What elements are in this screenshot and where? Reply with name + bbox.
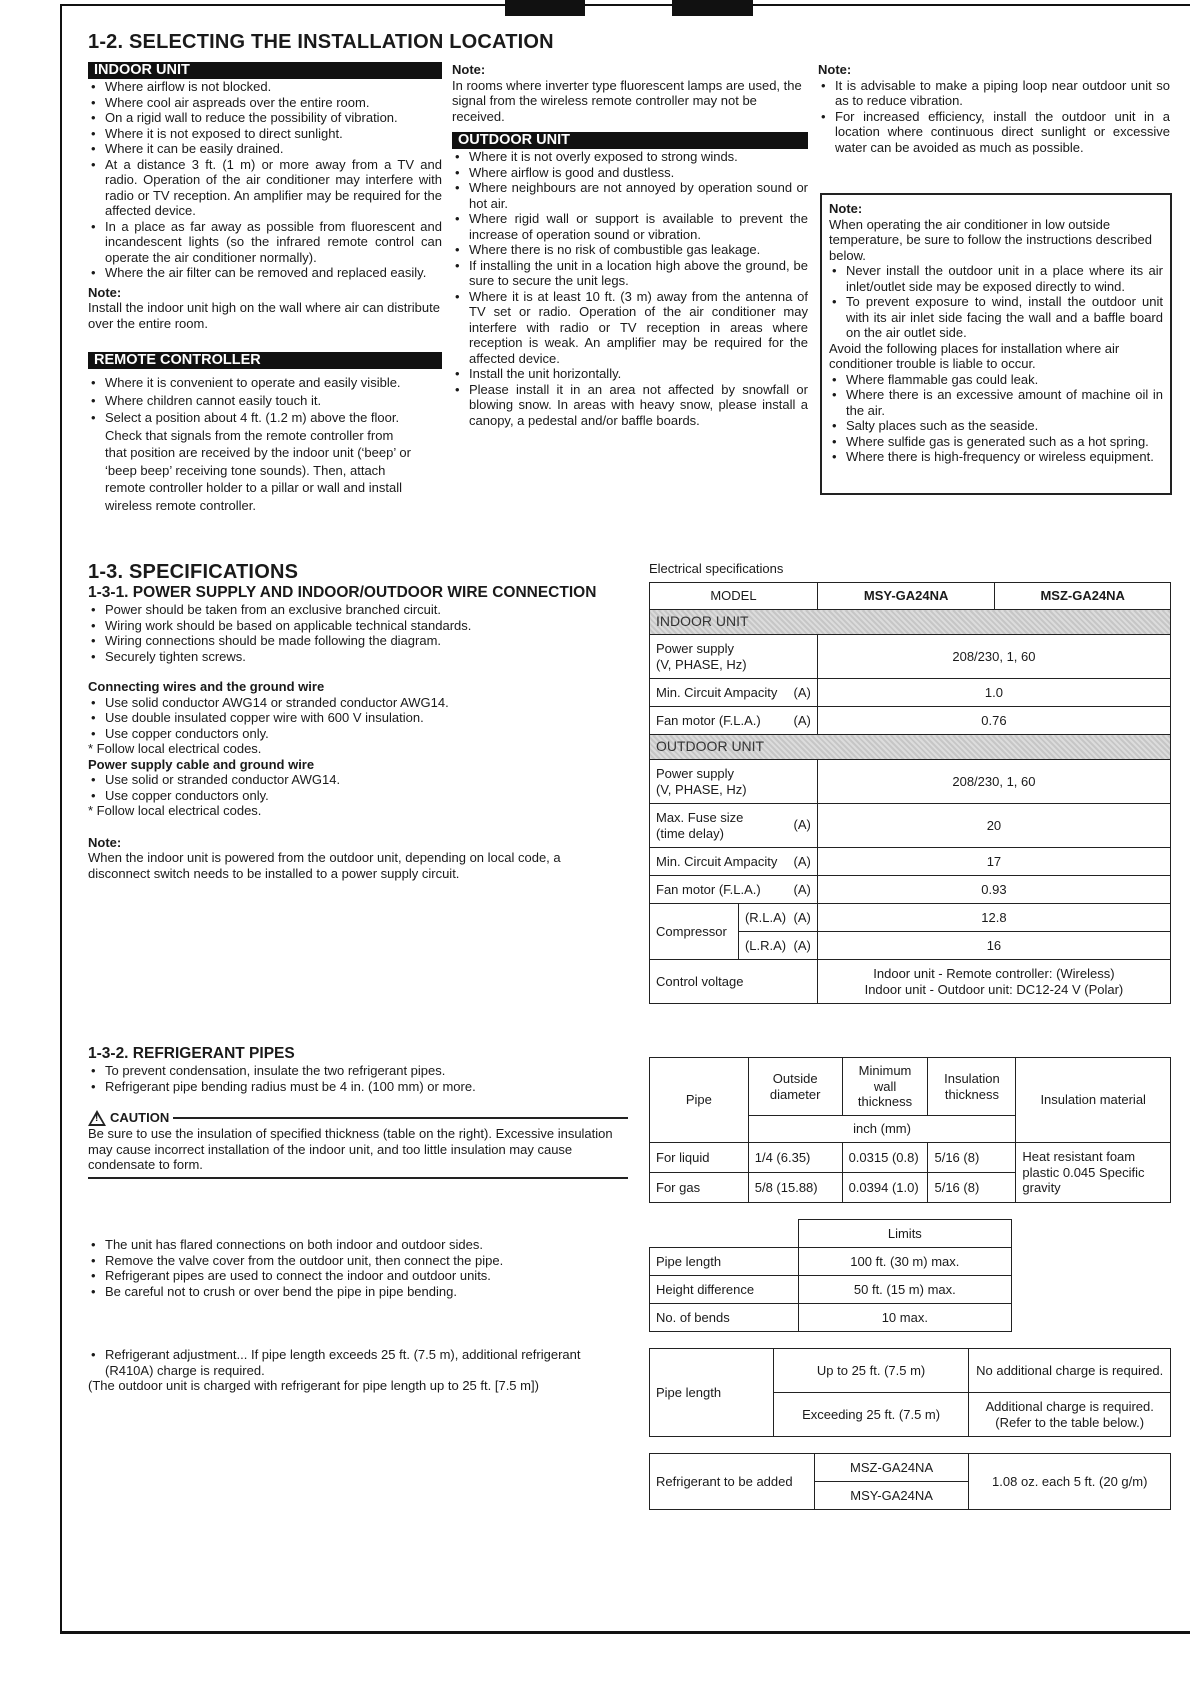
list-item: • Use solid conductor AWG14 or stranded conductor AWG14. — [88, 695, 648, 711]
table-cell: 100 ft. (30 m) max. — [798, 1248, 1011, 1276]
connecting-wires-list — [88, 695, 648, 742]
warning-icon — [88, 1110, 106, 1126]
model-header: MODEL — [650, 583, 818, 610]
list-item: • At a distance 3 ft. (1 m) or more away from a TV and radio. Operation of the air conditioner may interfere with radio or TV reception. An amplifier may be required for the affected device. — [88, 157, 442, 219]
right-note-label: Note: — [818, 62, 852, 77]
refrigerant-adjustment-list — [88, 1347, 632, 1378]
indoor-unit-list — [88, 79, 442, 281]
table-cell: Control voltage — [650, 960, 818, 1004]
cell-value: Indoor unit - Remote controller: (Wireless) — [873, 966, 1115, 981]
list-item: • Refrigerant pipes are used to connect the indoor and outdoor units. — [88, 1268, 628, 1284]
cell-unit: (A) — [793, 817, 811, 832]
cell-unit: (A) — [793, 937, 811, 953]
list-item: • Where there is high-frequency or wireless equipment. — [829, 449, 1163, 465]
table-cell — [738, 932, 817, 960]
table-row — [650, 1349, 1171, 1393]
cell-label: (R.L.A) — [744, 909, 787, 925]
table-cell — [650, 760, 818, 804]
table-cell: 5/16 (8) — [928, 1173, 1016, 1203]
table-cell: Up to 25 ft. (7.5 m) — [773, 1349, 969, 1393]
list-item: • It is advisable to make a piping loop near outdoor unit so as to reduce vibration. — [818, 78, 1170, 109]
cell-label: Max. Fuse size — [656, 810, 744, 825]
indoor-unit-row: INDOOR UNIT — [650, 610, 1171, 635]
electrical-spec-caption: Electrical specifications — [649, 561, 784, 576]
cell-label: (L.R.A) — [744, 937, 787, 953]
box-note-intro: When operating the air conditioner in low outside temperature, be sure to follow the instructions described below. — [829, 216, 1153, 263]
box-note-list-1 — [829, 263, 1163, 341]
indoor-note-label: Note: — [88, 284, 122, 300]
cell-label: Power supply — [656, 641, 735, 656]
list-item: • Install the unit horizontally. — [452, 366, 808, 382]
table-cell: 0.0315 (0.8) — [842, 1143, 928, 1173]
table-cell: For liquid — [650, 1143, 749, 1173]
electrical-spec-table — [649, 582, 1171, 1004]
list-item: • Salty places such as the seaside. — [829, 418, 1163, 434]
table-row — [650, 1143, 1171, 1173]
table-cell: MSZ-GA24NA — [814, 1454, 969, 1482]
right-column — [818, 62, 1170, 155]
table-cell — [650, 679, 818, 707]
caution-block — [88, 1110, 628, 1179]
subsection-1-3-1-title: 1-3-1. POWER SUPPLY AND INDOOR/OUTDOOR WIRE CONNECTION — [88, 584, 597, 601]
table-cell — [650, 1220, 799, 1248]
list-item: • For increased efficiency, install the outdoor unit in a location where continuous direct sunlight or excessive water can be avoided as much as possible. — [818, 109, 1170, 156]
list-item: • Where neighbours are not annoyed by operation sound or hot air. — [452, 180, 808, 211]
table-row — [650, 848, 1171, 876]
list-item: • Use copper conductors only. — [88, 726, 648, 742]
list-item: • In a place as far away as possible from fluorescent and incandescent lights (so the infrared remote control can operate the air conditioner normally). — [88, 219, 442, 266]
list-item: • Refrigerant adjustment... If pipe length exceeds 25 ft. (7.5 m), additional refrigerant (R410A) charge is required. — [88, 1347, 632, 1378]
list-item: • Where airflow is good and dustless. — [452, 165, 808, 181]
table-row — [650, 610, 1171, 635]
cell-label: (time delay) — [656, 825, 724, 841]
list-item: • Use double insulated copper wire with 600 V insulation. — [88, 710, 648, 726]
table-cell: MSY-GA24NA — [814, 1482, 969, 1510]
connecting-wires-title: Connecting wires and the ground wire — [88, 679, 325, 694]
list-item: • Where airflow is not blocked. — [88, 79, 442, 95]
compressor-label: Compressor — [650, 904, 739, 960]
list-item: • If installing the unit in a location high above the ground, be sure to secure the unit legs. — [452, 258, 808, 289]
table-cell — [650, 635, 818, 679]
cell-unit: (A) — [793, 712, 811, 728]
outdoor-unit-row: OUTDOOR UNIT — [650, 735, 1171, 760]
list-item: • Where rigid wall or support is available to prevent the increase of operation sound or vibration. — [452, 211, 808, 242]
caution-text: Be sure to use the insulation of specified thickness (table on the right). Excessive insulation may cause incorrect installation of the indoor unit, and too little insulation may cause condensate to form. — [88, 1126, 628, 1179]
table-row — [650, 760, 1171, 804]
cell-label: (V, PHASE, Hz) — [656, 781, 747, 797]
refrigerant-added-table — [649, 1453, 1171, 1510]
list-item: • Wiring connections should be made following the diagram. — [88, 633, 648, 649]
top-tab-right — [672, 0, 753, 16]
outdoor-unit-heading: OUTDOOR UNIT — [452, 132, 808, 149]
section-1-3-title: 1-3. SPECIFICATIONS — [88, 561, 299, 583]
pipe-header: Pipe — [650, 1058, 749, 1143]
connecting-wires-footnote: * Follow local electrical codes. — [88, 741, 262, 756]
charge-label: Pipe length — [650, 1349, 774, 1437]
pipe-table — [649, 1057, 1171, 1203]
table-cell: 20 — [817, 804, 1170, 848]
low-temp-note-box — [820, 193, 1172, 495]
middle-column — [452, 62, 808, 428]
refrigerant-adjustment-footnote: (The outdoor unit is charged with refrigerant for pipe length up to 25 ft. [7.5 m]) — [88, 1378, 539, 1393]
list-item: • Where it is at least 10 ft. (3 m) away from the antenna of TV set or radio. Operation of the air conditioner may interfere with radio or TV reception in areas where reception is weak. An amplifier may be required for the affected device. — [452, 289, 808, 367]
table-cell: 1/4 (6.35) — [748, 1143, 842, 1173]
unit-cell: inch (mm) — [748, 1116, 1016, 1143]
table-cell: 208/230, 1, 60 — [817, 635, 1170, 679]
model-1: MSY-GA24NA — [817, 583, 995, 610]
list-item: • Where sulfide gas is generated such as a hot spring. — [829, 434, 1163, 450]
list-item: • Remove the valve cover from the outdoor unit, then connect the pipe. — [88, 1253, 628, 1269]
power-cable-title: Power supply cable and ground wire — [88, 756, 315, 772]
cell-label: Fan motor (F.L.A.) — [656, 881, 761, 897]
cell-label: Fan motor (F.L.A.) — [656, 712, 761, 728]
refrigerant-pipes-list — [88, 1063, 628, 1094]
list-item: • Where flammable gas could leak. — [829, 372, 1163, 388]
table-row — [650, 1454, 1171, 1482]
limits-table — [649, 1219, 1012, 1332]
list-item: • Where it is convenient to operate and easily visible. — [88, 374, 418, 392]
table-row — [650, 960, 1171, 1004]
power-note-text: When the indoor unit is powered from the outdoor unit, depending on local code, a disconnect switch needs to be installed to a power supply circuit. — [88, 850, 561, 881]
insulation-thickness-header: Insulation thickness — [928, 1058, 1016, 1116]
middle-note-label: Note: — [452, 62, 486, 77]
list-item: • Power should be taken from an exclusive branched circuit. — [88, 602, 648, 618]
table-row — [650, 583, 1171, 610]
power-note-label: Note: — [88, 834, 122, 850]
table-cell: 5/16 (8) — [928, 1143, 1016, 1173]
list-item: • Where it is not overly exposed to strong winds. — [452, 149, 808, 165]
list-item: • Where children cannot easily touch it. — [88, 392, 418, 410]
table-row — [650, 679, 1171, 707]
table-cell: 5/8 (15.88) — [748, 1173, 842, 1203]
box-note-list-2 — [829, 372, 1163, 465]
table-cell: Height difference — [650, 1276, 799, 1304]
table-cell: 12.8 — [817, 904, 1170, 932]
list-item: • Where it can be easily drained. — [88, 141, 442, 157]
flare-connection-list — [88, 1237, 628, 1299]
box-note-mid: Avoid the following places for installation where air conditioner trouble is liable to occur. — [829, 340, 1120, 371]
outdoor-unit-list — [452, 149, 808, 428]
table-cell: No additional charge is required. — [969, 1349, 1171, 1393]
cell-label: Min. Circuit Ampacity — [656, 853, 778, 869]
material-cell: Heat resistant foam plastic 0.045 Specific gravity — [1016, 1143, 1171, 1203]
table-cell: Exceeding 25 ft. (7.5 m) — [773, 1393, 969, 1437]
table-cell: Pipe length — [650, 1248, 799, 1276]
power-cable-list — [88, 772, 648, 803]
table-cell — [650, 707, 818, 735]
table-row — [650, 804, 1171, 848]
table-cell: 0.0394 (1.0) — [842, 1173, 928, 1203]
refrigerant-adjustment-block — [88, 1347, 632, 1394]
cell-value: Indoor unit - Outdoor unit: DC12-24 V (Polar) — [864, 981, 1124, 997]
table-cell: 0.93 — [817, 876, 1170, 904]
flare-connection-block — [88, 1237, 628, 1299]
cell-label: (V, PHASE, Hz) — [656, 656, 747, 672]
indoor-unit-block — [88, 62, 442, 331]
list-item: • Use solid or stranded conductor AWG14. — [88, 772, 648, 788]
table-row — [650, 1304, 1012, 1332]
table-row — [650, 1248, 1012, 1276]
table-cell: 50 ft. (15 m) max. — [798, 1276, 1011, 1304]
table-row — [650, 707, 1171, 735]
table-row — [650, 735, 1171, 760]
insulation-material-header: Insulation material — [1016, 1058, 1171, 1143]
table-cell: Additional charge is required. (Refer to the table below.) — [969, 1393, 1171, 1437]
section-1-2-title: 1-2. SELECTING THE INSTALLATION LOCATION — [88, 31, 554, 53]
refrigerant-pipes-block — [88, 1045, 628, 1094]
top-tab-left — [505, 0, 585, 16]
list-item: • Wiring work should be based on applicable technical standards. — [88, 618, 648, 634]
cell-unit: (A) — [793, 684, 811, 700]
power-cable-footnote: * Follow local electrical codes. — [88, 803, 262, 818]
list-item: • Never install the outdoor unit in a place where its air inlet/outlet side may be exposed directly to wind. — [829, 263, 1163, 294]
list-item: • Refrigerant pipe bending radius must be 4 in. (100 mm) or more. — [88, 1079, 628, 1095]
list-item: • To prevent exposure to wind, install the outdoor unit with its air inlet side facing the wall and a baffle board on the air outlet side. — [829, 294, 1163, 341]
power-supply-list — [88, 602, 648, 664]
power-supply-block — [88, 584, 648, 881]
table-cell — [738, 904, 817, 932]
remote-controller-block — [88, 352, 442, 514]
caution-label: CAUTION — [110, 1110, 170, 1126]
table-row — [650, 635, 1171, 679]
table-cell: 16 — [817, 932, 1170, 960]
list-item: • To prevent condensation, insulate the two refrigerant pipes. — [88, 1063, 628, 1079]
list-item: • Please install it in an area not affected by snowfall or blowing snow. In areas with heavy snow, please install a canopy, a pedestal and/or baffle boards. — [452, 382, 808, 429]
table-row — [650, 1276, 1012, 1304]
table-cell — [650, 876, 818, 904]
model-2: MSZ-GA24NA — [995, 583, 1171, 610]
remote-controller-heading: REMOTE CONTROLLER — [88, 352, 442, 369]
table-cell: 208/230, 1, 60 — [817, 760, 1170, 804]
table-cell: 1.08 oz. each 5 ft. (20 g/m) — [969, 1454, 1171, 1510]
subsection-1-3-2-title: 1-3-2. REFRIGERANT PIPES — [88, 1045, 295, 1062]
list-item: • Securely tighten screws. — [88, 649, 648, 665]
table-cell: 1.0 — [817, 679, 1170, 707]
refrigerant-added-label: Refrigerant to be added — [650, 1454, 815, 1510]
list-item: • Select a position about 4 ft. (1.2 m) above the floor. Check that signals from the remote controller from that position are received by the indoor unit (‘beep’ or ‘beep beep’ receiving tone sounds). Then, attach remote controller holder to a pillar or wall and install wireless remote controller. — [88, 409, 418, 514]
middle-note-text: In rooms where inverter type fluorescent lamps are used, the signal from the wireless remote controller may not be received. — [452, 77, 802, 124]
table-row — [650, 1058, 1171, 1116]
cell-unit: (A) — [793, 881, 811, 897]
indoor-unit-heading: INDOOR UNIT — [88, 62, 442, 79]
list-item: • Be careful not to crush or over bend the pipe in pipe bending. — [88, 1284, 628, 1300]
table-cell — [650, 848, 818, 876]
table-cell: 17 — [817, 848, 1170, 876]
list-item: • Where the air filter can be removed and replaced easily. — [88, 265, 442, 281]
table-row — [650, 876, 1171, 904]
indoor-note-text: Install the indoor unit high on the wall where air can distribute over the entire room. — [88, 300, 440, 331]
cell-unit: (A) — [793, 909, 811, 925]
cell-label: Power supply — [656, 766, 735, 781]
table-cell: For gas — [650, 1173, 749, 1203]
list-item: • Where there is no risk of combustible gas leakage. — [452, 242, 808, 258]
outside-diameter-header: Outside diameter — [748, 1058, 842, 1116]
list-item: • Where there is an excessive amount of machine oil in the air. — [829, 387, 1163, 418]
limits-header: Limits — [798, 1220, 1011, 1248]
caution-header — [88, 1110, 628, 1126]
table-cell — [817, 960, 1170, 1004]
table-cell: No. of bends — [650, 1304, 799, 1332]
cell-unit: (A) — [793, 853, 811, 869]
list-item: • On a rigid wall to reduce the possibility of vibration. — [88, 110, 442, 126]
table-row — [650, 1220, 1012, 1248]
list-item: • The unit has flared connections on both indoor and outdoor sides. — [88, 1237, 628, 1253]
list-item: • Use copper conductors only. — [88, 788, 648, 804]
box-note-label: Note: — [829, 201, 863, 216]
remote-controller-list — [88, 374, 418, 514]
table-cell — [650, 804, 818, 848]
list-item: • Where cool air aspreads over the entire room. — [88, 95, 442, 111]
table-cell: 0.76 — [817, 707, 1170, 735]
min-wall-header: Minimum wall thickness — [842, 1058, 928, 1116]
list-item: • Where it is not exposed to direct sunlight. — [88, 126, 442, 142]
table-row — [650, 904, 1171, 932]
charge-table — [649, 1348, 1171, 1437]
right-note-list — [818, 78, 1170, 156]
caution-rule — [173, 1117, 628, 1119]
cell-label: Min. Circuit Ampacity — [656, 684, 778, 700]
table-cell: 10 max. — [798, 1304, 1011, 1332]
